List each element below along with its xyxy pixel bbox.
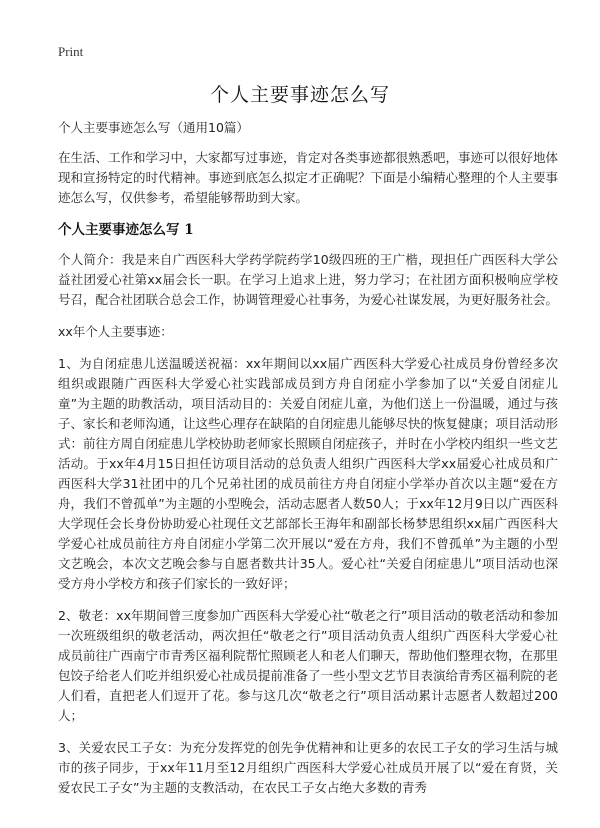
year-heading: xx年个人主要事迹：: [58, 324, 173, 339]
print-link[interactable]: Print: [58, 44, 84, 59]
item-migrant-children: 3、关爱农民工子女：为充分发挥党的创先争优精神和让更多的农民工子女的学习生活与城市的孩子同步，于xx年11月至12月组织广西医科大学爱心社成员开展了以“爱在育贤，关爱农民工子女”为主题的支教活动，在农民工子女占绝大多数的青秀: [58, 740, 558, 795]
document-subtitle: 个人主要事迹怎么写（通用10篇）: [58, 120, 249, 135]
item-elder-care: 2、敬老：xx年期间曾三度参加广西医科大学爱心社“敬老之行”项目活动的敬老活动和参加一次班级组织的敬老活动，两次担任“敬老之行”项目活动负责人组织广西医科大学爱心社成员前往广西南宁市青秀区福利院帮忙照顾老人和老人们聊天，帮助他们整理衣物，在那里包饺子给老人们吃并组织爱心社成员提前准备了一些小型文艺节目表演给青秀区福利院的老人们看，直把老人们逗开了花。参与这几次“敬老之行”项目活动累计志愿者人数超过200人；: [58, 608, 559, 723]
profile-paragraph: 个人简介：我是来自广西医科大学药学院药学10级四班的王广楷，现担任广西医科大学公益社团爱心社第xx届会长一职。在学习上追求上进，努力学习；在社团方面积极响应学校号召，配合社团联合总会工作，协调管理爱心社事务，为爱心社谋发展，为更好服务社会。: [58, 252, 559, 307]
item-autism-support: 1、为自闭症患儿送温暖送祝福：xx年期间以xx届广西医科大学爱心社成员身份曾经多次组织或跟随广西医科大学爱心社实践部成员到方舟自闭症小学参加了以“关爱自闭症儿童”为主题的助教活动，项目活动目的：关爱自闭症儿童，为他们送上一份温暖，通过与孩子、家长和老师沟通，让这些心理存在缺陷的自闭症患儿能够尽快的恢复健康；项目活动形式：前往方周自闭症患儿学校协助老师家长照顾自闭症孩子，并时在小学校内组织一些文艺活动。于xx年4月15日担任访项目活动的总负责人组织广西医科大学xx届爱心社成员和广西医科大学31社团中的几个兄弟社团的成员前往方舟自闭症小学举办首次以主题“爱在方舟，我们不曾孤单”为主题的小型晚会，活动志愿者人数50人；于xx年12月9日以广西医科大学现任会长身份协助爱心社现任文艺部部长王海年和副部长杨梦思组织xx届广西医科大学爱心社成员前往方舟自闭症小学第二次开展以“爱在方舟，我们不曾孤单”为主题的小型文艺晚会，本次文艺晚会参与自愿者数共计35人。爱心社“关爱自闭症患儿”项目活动也深受方舟小学校方和孩子们家长的一致好评；: [58, 356, 559, 591]
intro-paragraph: 在生活、工作和学习中，大家都写过事迹，肯定对各类事迹都很熟悉吧，事迹可以很好地体现和宣扬特定的时代精神。事迹到底怎么拟定才正确呢？下面是小编精心整理的个人主要事迹怎么写，仅供参考，希望能够帮助到大家。: [58, 150, 559, 205]
page-title: 个人主要事迹怎么写: [209, 84, 390, 106]
document-body: [58, 118, 558, 810]
section-heading: 个人主要事迹怎么写 1: [58, 222, 194, 238]
